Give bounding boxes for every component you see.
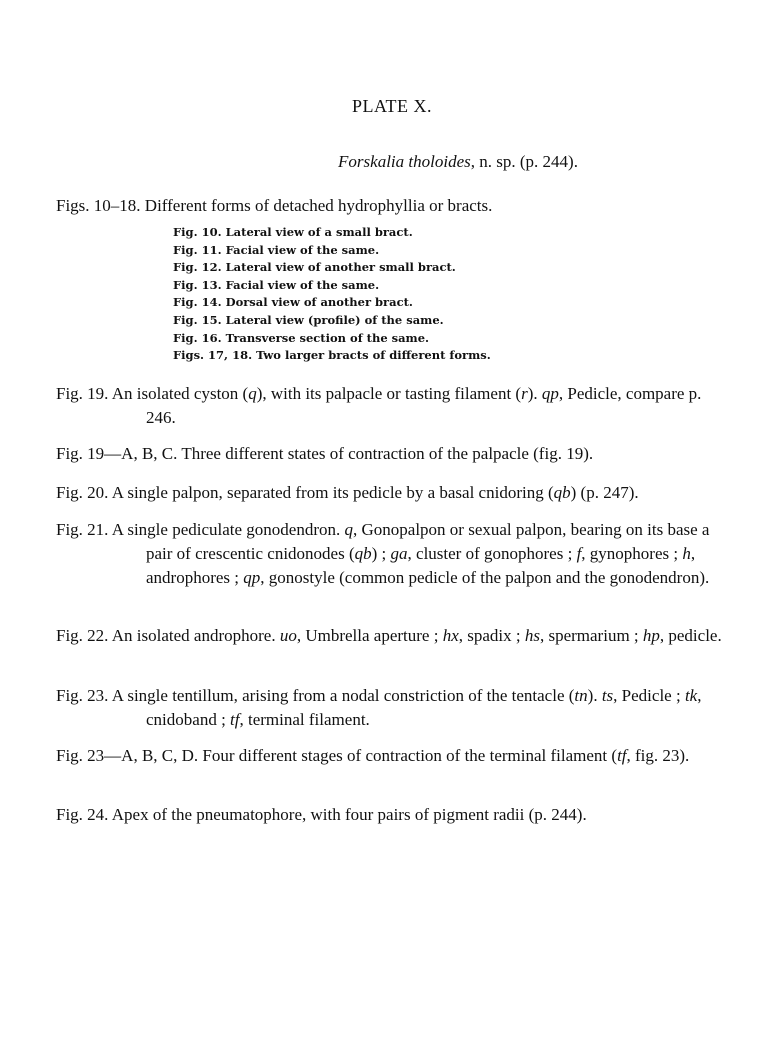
letter-ref: tk xyxy=(684,686,698,705)
entry-text: ) ; xyxy=(371,544,391,563)
entry-text: , fig. 23). xyxy=(626,746,690,765)
letter-ref: uo xyxy=(279,626,297,645)
list-item: Fig. 14. Dorsal view of another bract. xyxy=(173,295,413,310)
letter-ref: hx xyxy=(442,626,459,645)
entry-text: ) (p. 247). xyxy=(570,483,639,502)
list-item: Fig. 10. Lateral view of a small bract. xyxy=(173,225,413,239)
entry-text: A single tentillum, arising from a nodal constriction of the tentacle ( xyxy=(111,686,575,705)
fig-22-entry xyxy=(56,624,732,648)
fig-19abc-entry xyxy=(56,442,732,466)
entry-text: A single palpon, separated from its pedicle by a basal cnidoring ( xyxy=(111,483,554,502)
entry-label: Fig. 23—A, B, C, D. xyxy=(56,746,199,765)
list-item: Fig. 11. Facial view of the same. xyxy=(173,242,380,257)
entry-text: Four different stages of contraction of the terminal filament ( xyxy=(202,746,618,765)
letter-ref: qp xyxy=(243,568,261,587)
entry-text: , androphores ; xyxy=(146,544,696,587)
letter-ref: f xyxy=(576,544,582,563)
entry-text: ). xyxy=(587,686,602,705)
letter-ref: tn xyxy=(574,686,588,705)
species-heading xyxy=(0,152,776,172)
entry-text: , Pedicle, compare p. 246. xyxy=(146,384,702,427)
entry-label: Fig. 24. xyxy=(56,805,109,824)
entry-label: Fig. 21. xyxy=(56,520,109,539)
species-name: Forskalia tholoides xyxy=(338,152,471,171)
entry-text: , spermarium ; xyxy=(539,626,643,645)
entry-label: Fig. 22. xyxy=(56,626,109,645)
letter-ref: hp xyxy=(642,626,660,645)
plate-title: PLATE X. xyxy=(352,96,432,116)
letter-ref: tf xyxy=(230,710,240,729)
entry-text: , terminal filament. xyxy=(239,710,370,729)
fig-23-entry xyxy=(56,684,732,732)
letter-ref: qb xyxy=(354,544,372,563)
entry-text: An isolated androphore. xyxy=(111,626,280,645)
letter-ref: ga xyxy=(390,544,408,563)
entry-text: , gynophores ; xyxy=(581,544,683,563)
entry-text: ), with its palpacle or tasting filament ( xyxy=(256,384,522,403)
entry-text: , Umbrella aperture ; xyxy=(296,626,443,645)
letter-ref: q xyxy=(344,520,354,539)
letter-ref: hs xyxy=(524,626,540,645)
entry-text: A single pediculate gonodendron. xyxy=(111,520,345,539)
fig-24-entry xyxy=(56,803,732,827)
entry-text: , spadix ; xyxy=(458,626,525,645)
list-item: Fig. 16. Transverse section of the same. xyxy=(173,330,430,345)
entry-text: An isolated cyston ( xyxy=(111,384,249,403)
list-item: Fig. 15. Lateral view (profile) of the same. xyxy=(173,312,444,327)
entry-text: , pedicle. xyxy=(659,626,722,645)
species-reference: , n. sp. (p. 244). xyxy=(470,152,578,171)
list-item: Figs. 17, 18. Two larger bracts of different forms. xyxy=(173,348,491,363)
entry-label: Fig. 20. xyxy=(56,483,109,502)
letter-ref: h xyxy=(682,544,691,563)
entry-label: Fig. 19—A, B, C. xyxy=(56,444,178,463)
entry-label: Fig. 23. xyxy=(56,686,109,705)
entry-label: Figs. 10–18. xyxy=(56,196,141,215)
letter-ref: ts xyxy=(601,686,614,705)
entry-text: , cluster of gonophores ; xyxy=(407,544,577,563)
figs-10-18-entry xyxy=(56,194,732,218)
fig-19-entry xyxy=(56,382,732,430)
entry-text: Different forms of detached hydrophyllia or bracts. xyxy=(144,196,493,215)
entry-text: , cnidoband ; xyxy=(146,686,702,729)
bract-figure-list xyxy=(173,224,573,365)
entry-text: Apex of the pneumatophore, with four pairs of pigment radii (p. 244). xyxy=(111,805,587,824)
fig-21-entry xyxy=(56,518,732,590)
list-item: Fig. 12. Lateral view of another small bract. xyxy=(173,260,456,275)
entry-text: , gonostyle (common pedicle of the palpon and the gonodendron). xyxy=(260,568,710,587)
letter-ref: qp xyxy=(541,384,559,403)
letter-ref: q xyxy=(248,384,257,403)
letter-ref: tf xyxy=(617,746,627,765)
entry-text: Three different states of contraction of the palpacle (fig. 19). xyxy=(181,444,594,463)
entry-text: ). xyxy=(527,384,542,403)
entry-text: , Pedicle ; xyxy=(613,686,685,705)
fig-23abcd-entry xyxy=(56,744,732,768)
entry-label: Fig. 19. xyxy=(56,384,109,403)
fig-20-entry xyxy=(56,481,732,505)
letter-ref: qb xyxy=(553,483,571,502)
letter-ref: r xyxy=(521,384,528,403)
list-item: Fig. 13. Facial view of the same. xyxy=(173,277,380,292)
entry-text: , Gonopalpon or sexual palpon, bearing on its base a pair of crescentic cnidonodes ( xyxy=(146,520,710,563)
